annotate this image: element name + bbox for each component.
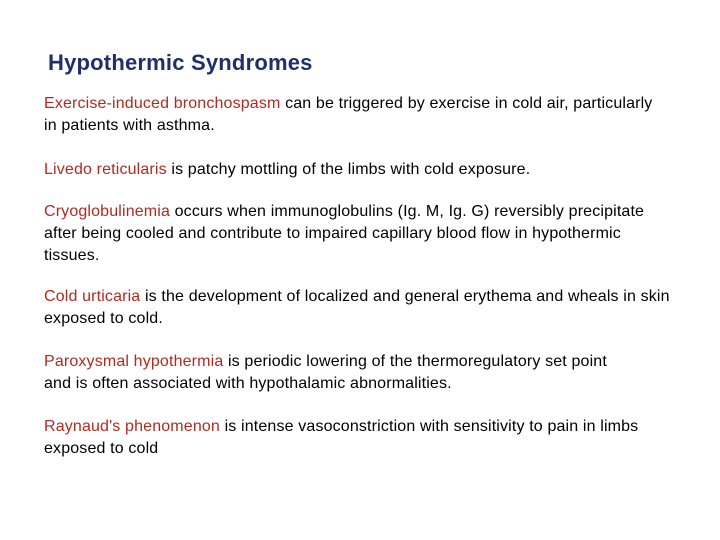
- page-title: Hypothermic Syndromes: [48, 50, 313, 75]
- list-item: [44, 416, 664, 460]
- syndrome-description: is periodic lowering of the thermoregulatory set point and is often associated with hypothalamic abnormalities.: [44, 353, 607, 392]
- list-item: [44, 201, 656, 267]
- syndrome-term: Raynaud's phenomenon: [44, 418, 220, 435]
- syndrome-term: Exercise-induced bronchospasm: [44, 95, 281, 112]
- list-item: [44, 351, 634, 395]
- syndrome-description: can be triggered by exercise in cold air, particularly in patients with asthma.: [44, 95, 653, 134]
- list-item: [44, 93, 654, 137]
- syndrome-term: Cold urticaria: [44, 288, 141, 305]
- list-item: [44, 286, 714, 330]
- syndrome-description: occurs when immunoglobulins (Ig. M, Ig. G) reversibly precipitate after being cooled and contribute to impaired capillary blood flow in hypothermic tissues.: [44, 203, 645, 264]
- syndrome-term: Livedo reticularis: [44, 161, 167, 178]
- syndrome-description: is the development of localized and general erythema and wheals in skin exposed to cold.: [44, 288, 670, 327]
- syndrome-term: Paroxysmal hypothermia: [44, 353, 224, 370]
- list-item: [44, 159, 664, 181]
- syndrome-description: is patchy mottling of the limbs with cold exposure.: [166, 161, 531, 178]
- syndrome-description: is intense vasoconstriction with sensitivity to pain in limbs exposed to cold: [44, 418, 639, 457]
- syndrome-term: Cryoglobulinemia: [44, 203, 171, 220]
